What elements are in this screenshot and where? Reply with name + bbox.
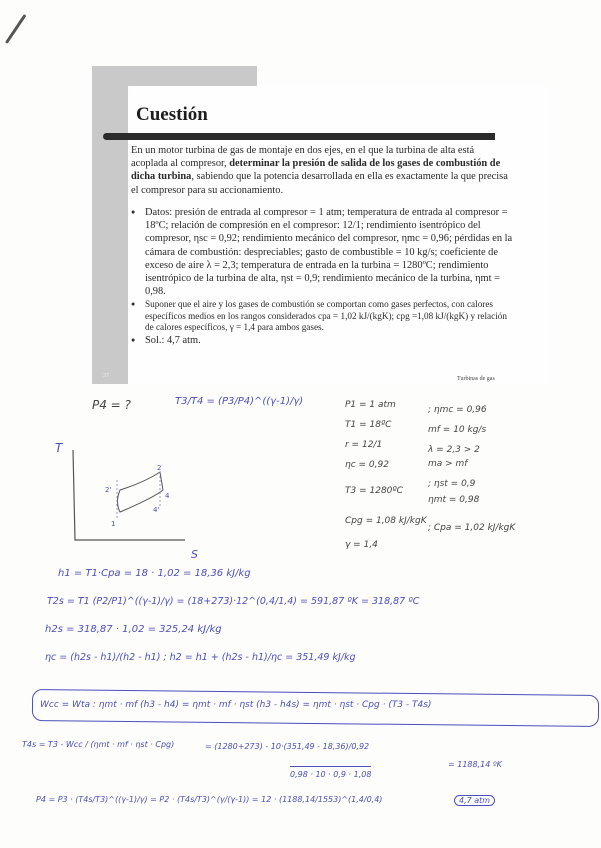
- page-side-band: [92, 66, 128, 384]
- hw-isentropic-relation: T3/T4 = (P3/P4)^((γ-1)/γ): [175, 396, 304, 407]
- hw-given-left: P1 = 1 atm T1 = 18ºC r = 12/1 ηc = 0,92 T3 = 1280ºC Cpg = 1,08 kJ/kgK γ = 1,4: [345, 400, 427, 550]
- bullet-assumptions: ● Suponer que el aire y los gases de combustión se comportan como gases perfectos, con calores específicos medios en los rangos considerados cpa = 1,02 kJ/(kgK); cpg =1,08 kJ/(kgK) y relación de calores específicos, γ = 1,4 para ambos gases.: [131, 299, 513, 333]
- problem-goal: determinar la presión de salida de los gases de combustión de dicha turbina: [131, 158, 501, 183]
- hw-eq-t4s-num: = (1280+273) - 10·(351,49 - 18,36)/0,92: [205, 742, 370, 751]
- page-top-band-ext: [157, 66, 257, 86]
- svg-text:2: 2: [157, 464, 162, 472]
- svg-text:2': 2': [105, 486, 112, 494]
- page-number: 37: [103, 373, 109, 379]
- bullet-solution: ● Sol.: 4,7 atm.: [131, 334, 513, 347]
- hw-eq-t2s: T2s = T1 (P2/P1)^((γ-1)/γ) = (18+273)·12^(0,4/1,4) = 591,87 ºK = 318,87 ºC: [47, 596, 420, 607]
- section-title: Cuestión: [136, 104, 208, 125]
- problem-statement: En un motor turbina de gas de montaje en dos ejes, en el que la turbina de alta está acoplada al compresor, determinar la presión de salida de los gases de combustión de dicha turbina, sabiendo que la potencia desarrollada en ella es exactamente la que precisa el compresor para su accionamiento.: [131, 145, 508, 196]
- hw-p4-unknown: P4 = ?: [92, 398, 131, 412]
- problem-bullets: [131, 206, 513, 347]
- hw-eq-h2s: h2s = 318,87 · 1,02 = 325,24 kJ/kg: [45, 624, 222, 635]
- hw-eq-eta-c: ηc = (h2s - h1)/(h2 - h1) ; h2 = h1 + (h2s - h1)/ηc = 351,49 kJ/kg: [45, 652, 356, 663]
- ts-x-label: S: [191, 548, 198, 561]
- hw-eq-t4s-result: = 1188,14 ºK: [448, 760, 502, 769]
- hw-eq-t4s-left: T4s = T3 - Wcc / (ηmt · mf · ηst · Cpg): [22, 740, 175, 749]
- svg-text:4': 4': [153, 506, 160, 514]
- svg-text:1: 1: [111, 520, 116, 528]
- hw-eq-h1: h1 = T1·Cpa = 18 · 1,02 = 18,36 kJ/kg: [58, 568, 251, 579]
- hw-eq-work: Wcc = Wta : ηmt · mf (h3 - h4) = ηmt · mf · ηst (h3 - h4s) = ηmt · ηst · Cpg · (T3 - T4s): [40, 700, 432, 710]
- hw-eq-p4-result: 4,7 atm: [454, 795, 495, 806]
- ts-diagram: [45, 440, 205, 570]
- running-footer: Turbinas de gas: [457, 376, 495, 382]
- hw-eq-t4s-den: 0,98 · 10 · 0,9 · 1,08: [290, 766, 371, 779]
- page-top-band: [92, 66, 157, 86]
- hw-given-right: ; ηmc = 0,96 mf = 10 kg/s λ = 2,3 > 2 ma > mf ; ηst = 0,9 ηmt = 0,98 ; Cpa = 1,02 kJ/kgK: [428, 405, 516, 533]
- title-rule: [103, 133, 495, 140]
- pen-slash-mark: [5, 14, 26, 44]
- hw-eq-p4: P4 = P3 · (T4s/T3)^((γ-1)/γ) = P2 · (T4s/T3)^(γ/(γ-1)) = 12 · (1188,14/1553)^(1,4/0,4): [36, 795, 383, 804]
- svg-text:4: 4: [165, 492, 170, 500]
- ts-y-label: T: [55, 441, 63, 455]
- bullet-data: ● Datos: presión de entrada al compresor = 1 atm; temperatura de entrada al compresor = 18ºC; relación de compresión en el compresor: 12/1; rendimiento isentrópico del compresor, ηsc = 0,92; rendimiento mecánico del compresor, ηmc = 0,96; pérdidas en la cámara de combustión: despreciables; gasto de combustible = 10 kg/s; coeficiente de exceso de aire λ = 2,3; temperatura de entrada en la turbina = 1280ºC; rendimiento isentrópico de la turbina de alta, ηst = 0,9; rendimiento mecánico de la turbina, ηmt = 0,98.: [131, 206, 513, 298]
